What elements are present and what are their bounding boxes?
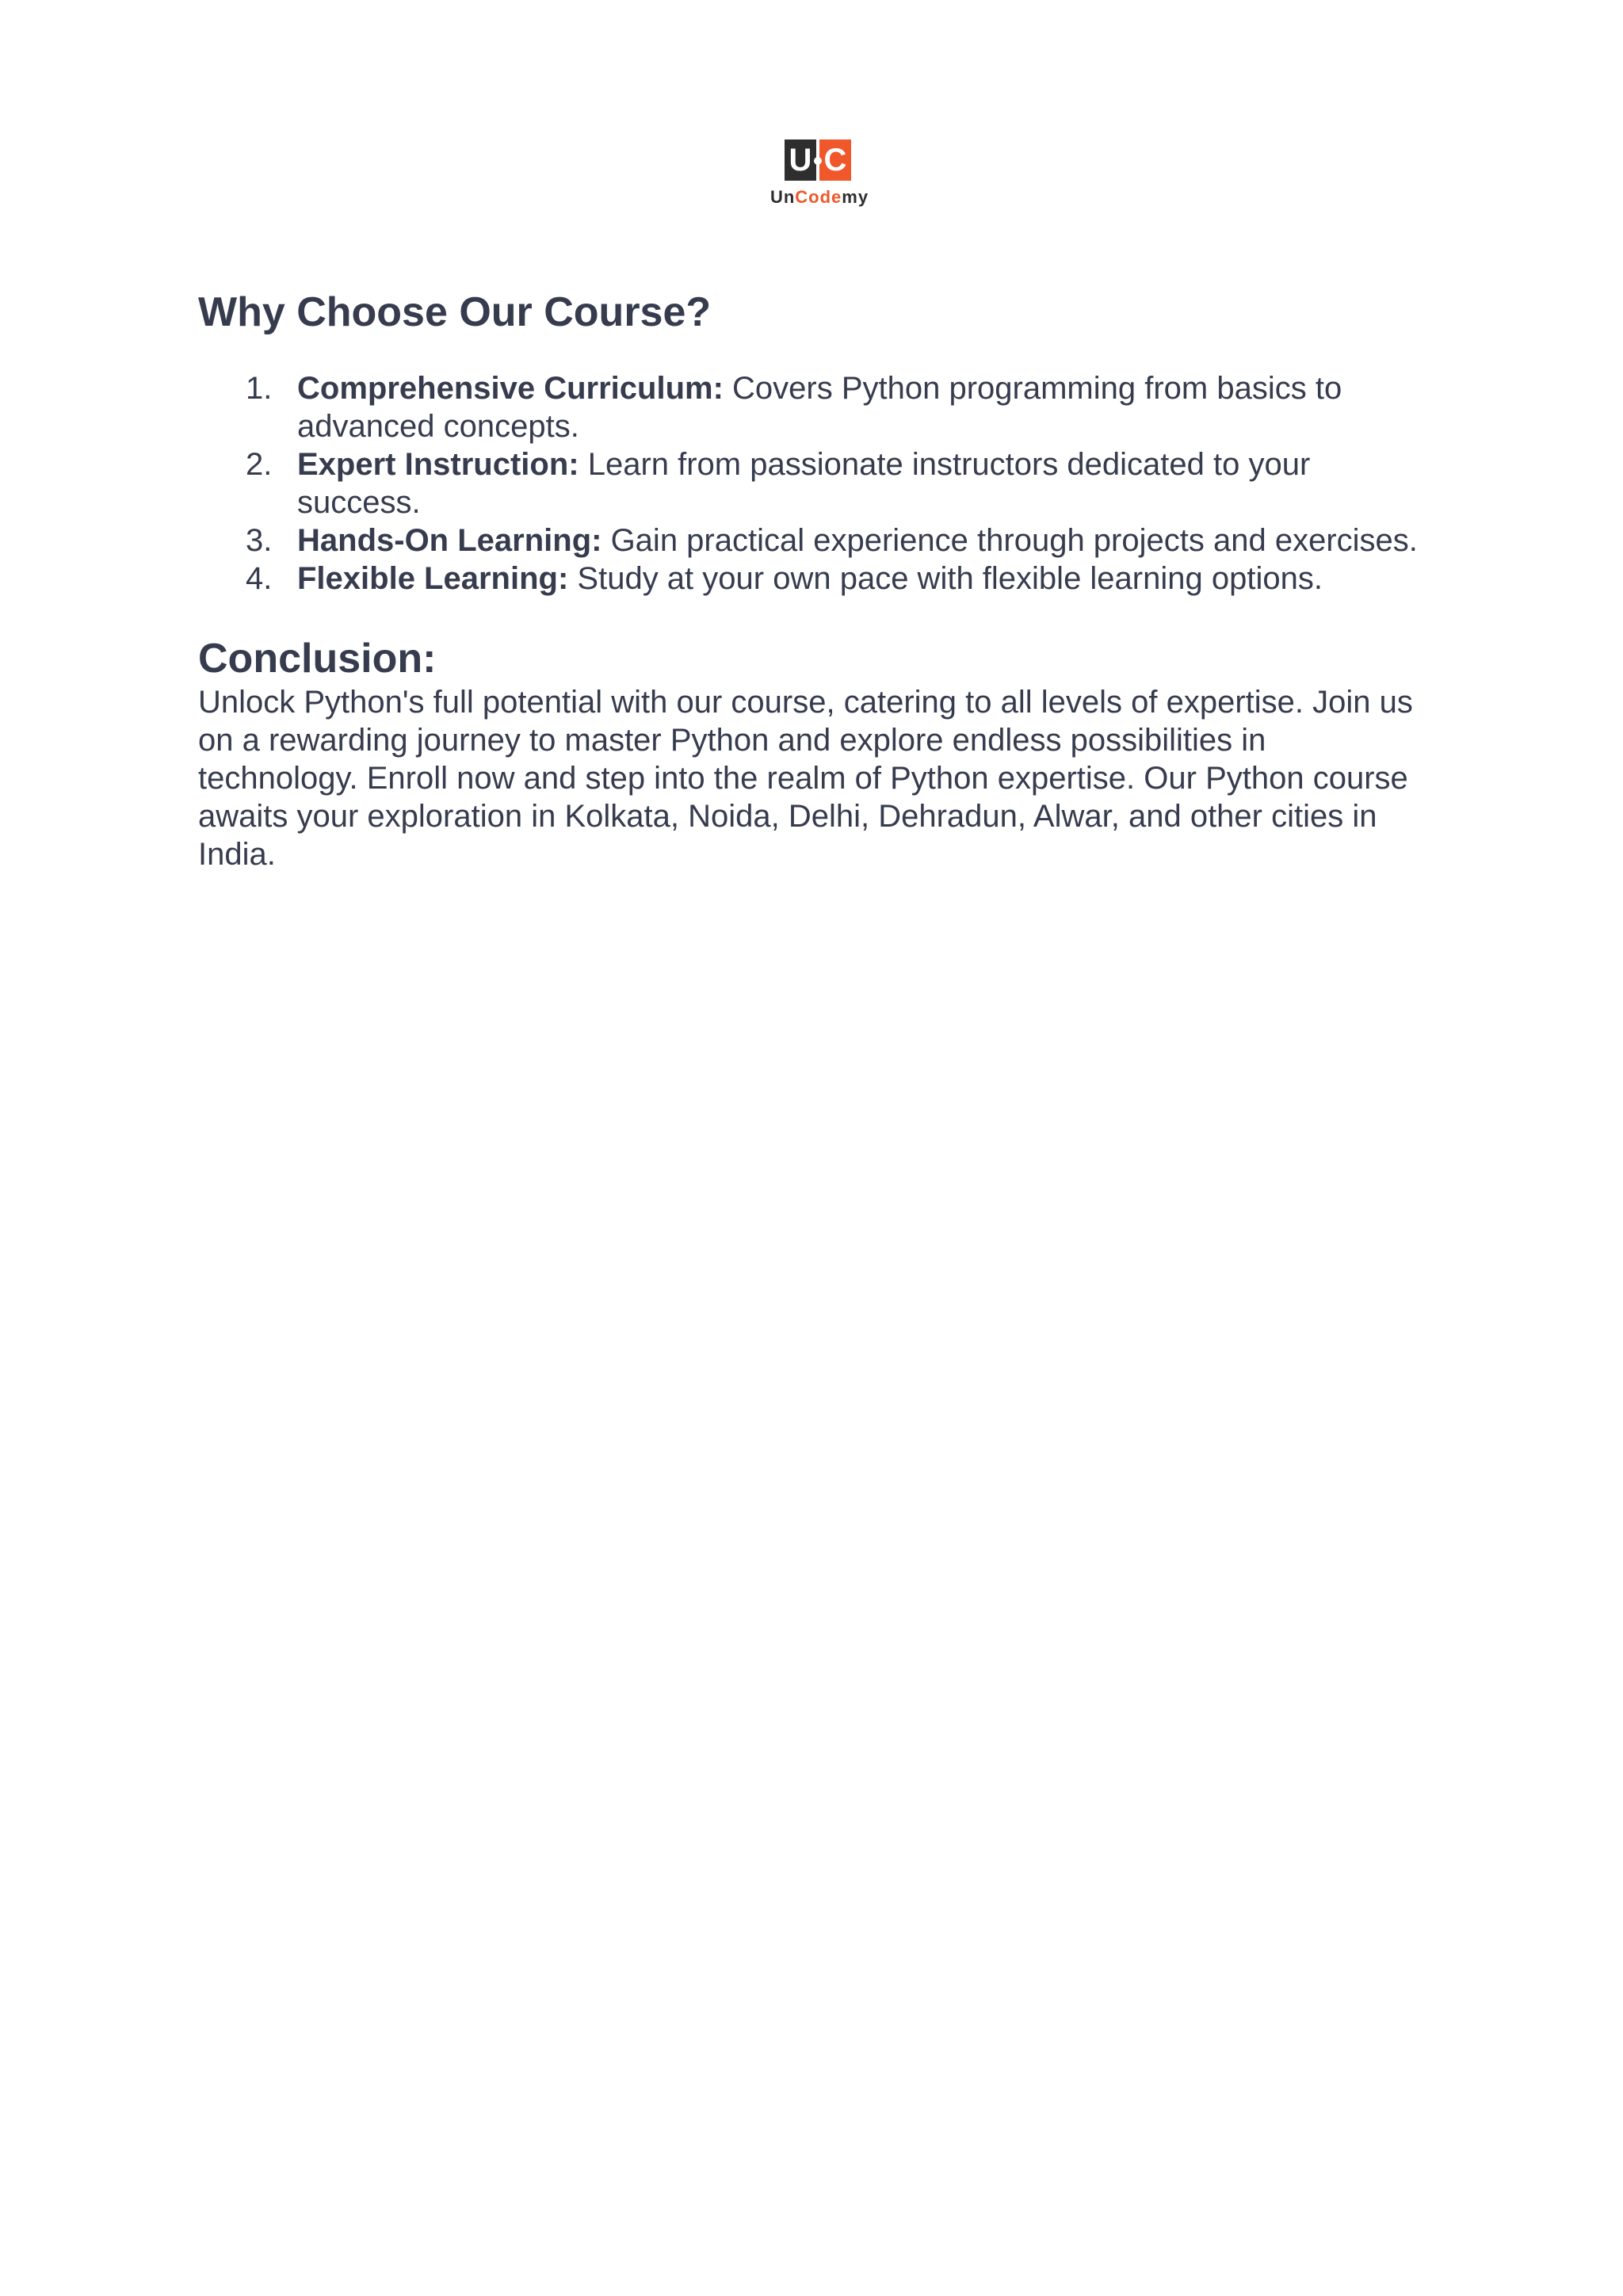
logo-wordmark bbox=[766, 187, 873, 208]
list-item-text: Gain practical experience through projects and exercises. bbox=[601, 523, 1418, 558]
features-list bbox=[198, 369, 1434, 598]
list-item-number: 1. bbox=[246, 371, 273, 406]
list-item-text: Covers Python programming from basics to advanced concepts. bbox=[297, 371, 1342, 444]
list-item bbox=[198, 560, 1438, 598]
list-item bbox=[198, 521, 1438, 560]
list-item-label: Expert Instruction: bbox=[297, 447, 579, 482]
logo-letter-u: U bbox=[785, 139, 816, 181]
logo-word-suffix: my bbox=[842, 187, 869, 207]
list-item-text: Learn from passionate instructors dedicated to your success. bbox=[297, 447, 1311, 520]
logo-word-accent: Code bbox=[795, 187, 842, 207]
conclusion-title: Conclusion: bbox=[198, 636, 437, 682]
logo-letter-c: C bbox=[819, 139, 851, 181]
list-item-label: Flexible Learning: bbox=[297, 561, 569, 596]
list-item-label: Hands-On Learning: bbox=[297, 523, 602, 558]
section-title: Why Choose Our Course? bbox=[198, 289, 712, 335]
document-body bbox=[198, 285, 1434, 873]
list-item-number: 4. bbox=[246, 561, 273, 596]
list-item-label: Comprehensive Curriculum: bbox=[297, 371, 724, 406]
logo-dot-icon bbox=[814, 157, 822, 165]
list-item-number: 2. bbox=[246, 447, 273, 482]
list-item-text: Study at your own pace with flexible learning options. bbox=[568, 561, 1323, 596]
conclusion-paragraph: Unlock Python's full potential with our course, catering to all levels of expertise. Join us on a rewarding journey to master Python and explore endless possibilities in technology. Enroll now and step into the realm of Python expertise. Our Python course awaits your exploration in Kolkata, Noida, Delhi, Dehradun, Alwar, and other cities in India. bbox=[198, 685, 1413, 872]
list-item-number: 3. bbox=[246, 523, 273, 558]
list-item bbox=[198, 445, 1438, 521]
logo-word-prefix: Un bbox=[769, 187, 796, 207]
logo-mark bbox=[785, 139, 853, 184]
uncodemy-logo bbox=[766, 139, 873, 211]
list-item bbox=[198, 369, 1438, 445]
